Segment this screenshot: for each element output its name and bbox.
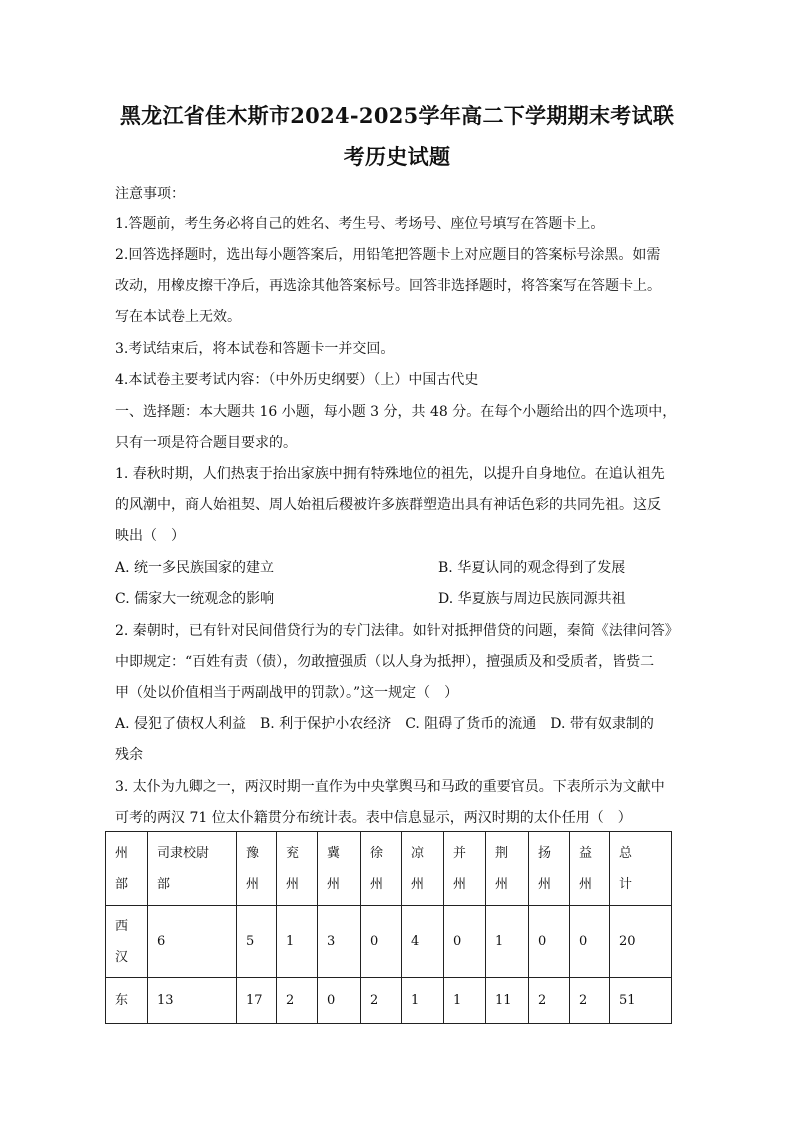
notice-item-2a: 2.回答选择题时，选出每小题答案后，用铅笔把答题卡上对应题目的答案标号涂黑。如需 bbox=[115, 247, 661, 263]
table-cell: 1 bbox=[402, 978, 444, 1024]
header-cell: 徐 州 bbox=[361, 832, 402, 906]
header-cell: 豫 州 bbox=[237, 832, 277, 906]
notice-item-1: 1.答题前，考生务必将自己的姓名、考生号、考场号、座位号填写在答题卡上。 bbox=[115, 216, 605, 232]
row-label-cell: 东 bbox=[106, 978, 148, 1024]
table-cell: 3 bbox=[318, 906, 361, 978]
question-1-option-c: C. 儒家大一统观念的影响 bbox=[115, 591, 275, 607]
question-2-line-1: 2. 秦朝时，已有针对民间借贷行为的专门法律。如针对抵押借贷的问题，秦简《法律问答》 bbox=[115, 623, 679, 639]
exam-title-line2: 考历史试题 bbox=[343, 144, 451, 169]
table-cell: 2 bbox=[361, 978, 402, 1024]
question-1-option-b: B. 华夏认同的观念得到了发展 bbox=[438, 560, 626, 576]
table-cell: 11 bbox=[486, 978, 529, 1024]
header-cell: 兖 州 bbox=[277, 832, 318, 906]
notice-item-3: 3.考试结束后，将本试卷和答题卡一并交回。 bbox=[115, 341, 395, 357]
question-1-line-1: 1. 春秋时期，人们热衷于抬出家族中拥有特殊地位的祖先，以提升自身地位。在追认祖先 bbox=[115, 466, 665, 482]
table-cell: 2 bbox=[529, 978, 570, 1024]
exam-title-line1: 黑龙江省佳木斯市2024-2025学年高二下学期期末考试联 bbox=[119, 103, 675, 128]
table-cell: 1 bbox=[277, 906, 318, 978]
table-cell: 51 bbox=[610, 978, 672, 1024]
question-2-line-3: 甲（处以价值相当于两副战甲的罚款）。”这一规定（ ） bbox=[115, 685, 459, 701]
table-cell: 0 bbox=[444, 906, 486, 978]
question-2-line-2: 中即规定：“百姓有责（债），勿敢擅强质（以人身为抵押），擅强质及和受质者，皆赀二 bbox=[115, 654, 655, 670]
header-cell: 州 部 bbox=[106, 832, 148, 906]
table-cell: 13 bbox=[148, 978, 237, 1024]
table-cell: 1 bbox=[486, 906, 529, 978]
question-1-line-2: 的风潮中，商人始祖契、周人始祖后稷被许多族群塑造出具有神话色彩的共同先祖。这反 bbox=[115, 497, 661, 513]
question-1-line-3: 映出（ ） bbox=[115, 528, 185, 544]
header-cell: 益 州 bbox=[570, 832, 610, 906]
row-label-cell: 西 汉 bbox=[106, 906, 148, 978]
table-cell: 0 bbox=[570, 906, 610, 978]
table-cell: 0 bbox=[529, 906, 570, 978]
notice-item-4: 4.本试卷主要考试内容：（中外历史纲要）（上）中国古代史 bbox=[115, 372, 479, 388]
header-cell: 总 计 bbox=[610, 832, 672, 906]
question-1-option-a: A. 统一多民族国家的建立 bbox=[115, 560, 275, 576]
table-header-row bbox=[106, 832, 672, 906]
question-1-option-d: D. 华夏族与周边民族同源共祖 bbox=[438, 591, 626, 607]
table-cell: 4 bbox=[402, 906, 444, 978]
header-cell: 冀 州 bbox=[318, 832, 361, 906]
header-cell: 并 州 bbox=[444, 832, 486, 906]
question-3-line-2: 可考的两汉 71 位太仆籍贯分布统计表。表中信息显示，两汉时期的太仆任用（ ） bbox=[115, 810, 632, 826]
question-3-line-1: 3. 太仆为九卿之一，两汉时期一直作为中央掌舆马和马政的重要官员。下表所示为文献中 bbox=[115, 779, 665, 795]
table-row-xihan bbox=[106, 906, 672, 978]
header-cell: 扬 州 bbox=[529, 832, 570, 906]
section-instruction-2: 只有一项是符合题目要求的。 bbox=[115, 435, 297, 451]
table-cell: 2 bbox=[277, 978, 318, 1024]
taipu-statistics-table bbox=[105, 831, 672, 1024]
table-cell: 0 bbox=[361, 906, 402, 978]
notice-item-2c: 写在本试卷上无效。 bbox=[115, 309, 241, 325]
question-2-options: A. 侵犯了债权人利益 B. 利于保护小农经济 C. 阻碍了货币的流通 D. 带有奴隶制的 bbox=[115, 716, 654, 732]
table-cell: 5 bbox=[237, 906, 277, 978]
table-cell: 1 bbox=[444, 978, 486, 1024]
table-cell: 17 bbox=[237, 978, 277, 1024]
question-2-options-cont: 残余 bbox=[115, 747, 143, 763]
table-cell: 0 bbox=[318, 978, 361, 1024]
section-instruction-1: 一、选择题：本大题共 16 小题，每小题 3 分，共 48 分。在每个小题给出的四个选项中， bbox=[115, 404, 677, 420]
table-row-donghan bbox=[106, 978, 672, 1024]
notice-heading: 注意事项： bbox=[115, 186, 185, 202]
header-cell: 司隶校尉 部 bbox=[148, 832, 237, 906]
header-cell: 荆 州 bbox=[486, 832, 529, 906]
table-cell: 2 bbox=[570, 978, 610, 1024]
notice-item-2b: 改动，用橡皮擦干净后，再选涂其他答案标号。回答非选择题时，将答案写在答题卡上。 bbox=[115, 278, 661, 294]
table-cell: 20 bbox=[610, 906, 672, 978]
header-cell: 凉 州 bbox=[402, 832, 444, 906]
table-cell: 6 bbox=[148, 906, 237, 978]
